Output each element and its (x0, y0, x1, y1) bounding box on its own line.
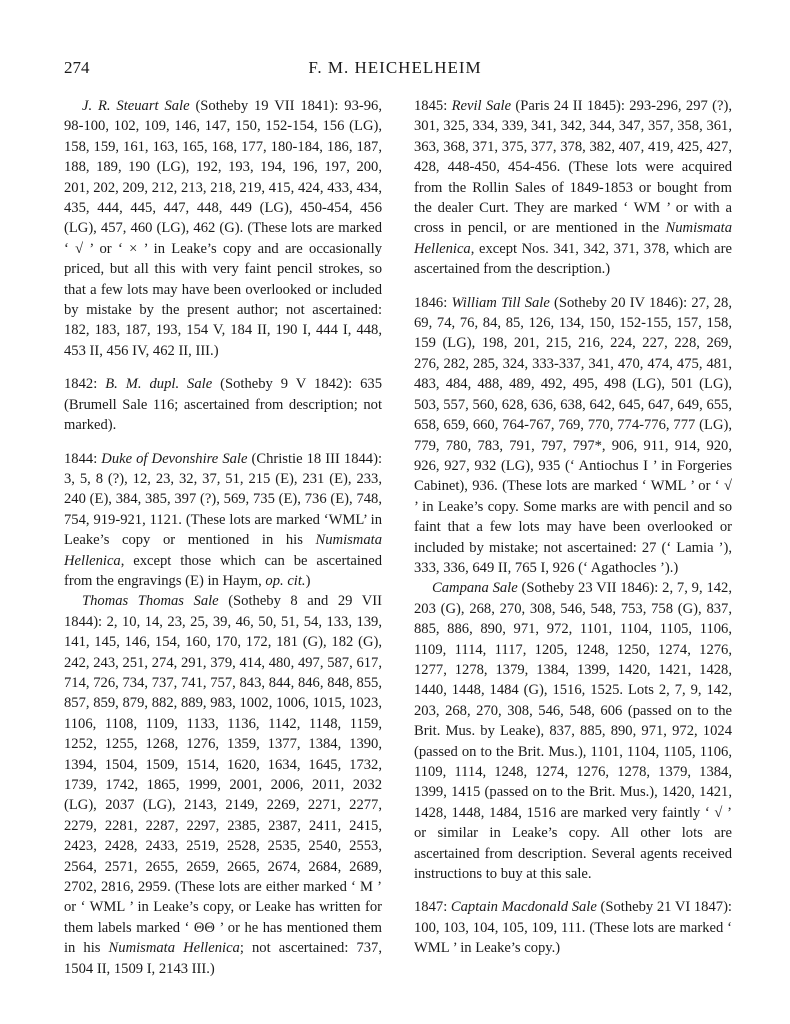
entry-note: (These lots are marked ‘ √ ’ or ‘ × ’ in Leake’s copy and are occasionally priced, but all this with very faint pencil strokes, so that a few lots may have been overlooked or included by mistake by the present author; not ascertained: 182, 183, 187, 193, 154 V, 184 II, 190 I, 444 I, 448, 453 II, 456 IV, 462 II, III.) (64, 220, 382, 359)
entry-note: (These lots are marked ‘WML’ in Leake’s copy or mentioned in his (64, 511, 382, 549)
entry-note: (These lots are marked ‘ WML ’ or ‘ √ ’ in Leake’s copy. Some marks are with pencil and so faint that a few lots may have been overlooked or included by mistake; not ascertained: 27 (‘ Lamia ’), 333, 336, 649 II, 765 I, 926 (‘ Agathocles ’).) (414, 478, 732, 576)
entry-details: (Sotheby 23 VII 1846): 2, 7, 9, 142, 203 (G), 268, 270, 308, 546, 548, 753, 758 (G), 837, 885, 886, 890, 971, 972, 1101, 1104, 1105, 1106, 1109, 1114, 1117, 1205, 1248, 1250, 1274, 1276, 1277, 1278, 1379, 1384, 1399, 1420, 1421, 1428, 1440, 1448, 1484 (G), 1516, 1525. (414, 580, 732, 699)
entry-note: (These lots are marked ‘ WML ’ in Leake’s copy.) (414, 919, 732, 957)
entry-revil-sale (414, 96, 732, 280)
entry-details: (Sotheby 19 VII 1841): 93-96, 98-100, 102, 109, 146, 147, 150, 152-154, 156 (LG), 158, 159, 161, 163, 165, 168, 177, 180-184, 186, 187, 188, 189, 190 (LG), 192, 193, 194, 196, 197, 200, 201, 202, 209, 212, 213, 218, 219, 415, 424, 433, 434, 435, 444, 445, 447, 448, 449 (LG), 450-454, 456 (LG), 457, 460 (LG), 462 (G). (64, 98, 382, 237)
entry-details: (Sotheby 20 IV 1846): 27, 28, 69, 74, 76, 84, 85, 126, 134, 150, 152-155, 157, 158, 159 (LG), 198, 201, 215, 216, 224, 227, 228, 269, 276, 282, 285, 324, 333-337, 341, 470, 474, 475, 481, 483, 484, 488, 489, 492, 495, 498 (LG), 501 (LG), 503, 557, 560, 628, 636, 638, 642, 645, 647, 649, 655, 658, 659, 660, 764-767, 769, 770, 774-776, 777 (LG), 779, 780, 783, 791, 797, 797*, 906, 911, 914, 920, 926, 927, 932 (LG), 935 (‘ Antiochus I ’ in Forgeries Cabinet), 936. (414, 294, 732, 495)
entry-thomas-sale (64, 591, 382, 979)
entry-campana-sale (414, 578, 732, 884)
entry-year: 1844: (64, 450, 102, 467)
entry-steuart-sale (64, 96, 382, 361)
right-column (414, 96, 732, 972)
entry-devonshire-sale (64, 449, 382, 592)
entry-year: 1845: (414, 98, 452, 114)
entry-sale-name: Revil Sale (451, 98, 512, 114)
entry-details: (Christie 18 III 1844): 3, 5, 8 (?), 12, 23, 32, 37, 51, 215 (E), 231 (E), 233, 240 (E), 384, 385, 397 (?), 569, 735 (E), 736 (E), 748, 754, 919-921, 1121. (64, 450, 382, 528)
entry-sale-name: Captain Macdonald Sale (450, 899, 597, 916)
entry-details: (Paris 24 II 1845): 293-296, 297 (?), 301, 325, 334, 339, 341, 342, 344, 347, 357, 358, 361, 363, 368, 371, 375, 377, 378, 382, 407, 419, 425, 427, 428, 448-450, 454-456. (414, 98, 732, 176)
entry-macdonald-sale (414, 897, 732, 958)
entry-note-italic: Numismata Hellenica (108, 940, 240, 957)
entry-sale-name: Duke of Devonshire Sale (101, 450, 248, 467)
entry-note-italic: op. cit. (265, 572, 306, 589)
entry-sale-name: Thomas Thomas Sale (82, 593, 219, 610)
page-header (0, 58, 790, 88)
entry-note: ) (305, 572, 311, 589)
entry-till-sale (414, 293, 732, 579)
entry-year: 1846: (414, 294, 452, 311)
page-number: 274 (64, 58, 90, 77)
entry-details: (Sotheby 9 V 1842): 635 (Brumell Sale 116; ascertained from description; not marked). (64, 376, 382, 434)
running-title: F. M. HEICHELHEIM (308, 58, 482, 77)
entry-sale-name: B. M. dupl. Sale (105, 376, 213, 393)
entry-year: 1847: (414, 899, 451, 916)
entry-details: (Sotheby 21 VI 1847): 100, 103, 104, 105, 109, 111. (414, 899, 732, 936)
entry-note: ; not ascertained: 737, 1504 II, 1509 I, 2143 III.) (64, 940, 382, 977)
entry-note-italic: Numismata Hellenica (414, 220, 732, 257)
entry-note: (These lots were acquired from the Rollin Sales of 1849-1853 or bought from the dealer Curt. They are marked ‘ WM ’ or with a cross in pencil, or are mentioned in the (414, 159, 732, 237)
entry-bm-dupl-sale (64, 374, 382, 435)
entry-year: 1842: (64, 376, 106, 393)
entry-sale-name: William Till Sale (451, 294, 550, 311)
entry-note-italic: Numismata Hellenica (64, 532, 382, 569)
entry-note: Lots 2, 7, 9, 142, 203, 268, 270, 308, 546, 548, 606 (passed on to the Brit. Mus. by Leake), 837, 885, 890, 971, 972, 1024 (passed on to the Brit. Mus.), 1101, 1104, 1105, 1106, 1109, 1114, 1248, 1274, 1276, 1278, 1379, 1384, 1399, 1415 (passed on to the Brit. Mus.), 1420, 1421, 1428, 1448, 1484, 1516 are marked very faintly ‘ √ ’ or similar in Leake’s copy. All other lots are ascertained from description. Several agents received instructions to buy at this sale. (414, 682, 732, 883)
entry-note: , except those which can be ascertained from the engravings (E) in Haym, (64, 552, 382, 589)
left-column (64, 96, 382, 992)
entry-details: (Sotheby 8 and 29 VII 1844): 2, 10, 14, 23, 25, 39, 46, 50, 51, 54, 133, 139, 141, 145, 146, 154, 160, 170, 172, 181 (G), 182 (G), 242, 243, 251, 274, 291, 379, 414, 480, 497, 587, 617, 714, 726, 734, 737, 741, 757, 843, 844, 846, 848, 855, 857, 859, 879, 882, 889, 983, 1002, 1006, 1015, 1023, 1106, 1108, 1109, 1133, 1136, 1142, 1148, 1159, 1252, 1255, 1268, 1276, 1359, 1377, 1384, 1390, 1394, 1504, 1509, 1514, 1620, 1634, 1645, 1732, 1739, 1742, 1865, 1999, 2001, 2006, 2011, 2032 (LG), 2037 (LG), 2143, 2149, 2269, 2271, 2277, 2279, 2281, 2287, 2297, 2385, 2387, 2411, 2415, 2423, 2428, 2433, 2519, 2528, 2535, 2540, 2553, 2564, 2571, 2655, 2659, 2665, 2674, 2684, 2689, 2702, 2816, 2959. (64, 593, 382, 896)
entry-note: (These lots are either marked ‘ M ’ or ‘ WML ’ in Leake’s copy, or Leake has written for them labels marked ‘ ΘΘ ’ or he has mentioned them in his (64, 879, 382, 957)
entry-note: , except Nos. 341, 342, 371, 378, which are ascertained from the description.) (414, 240, 732, 278)
entry-sale-name: Campana Sale (432, 580, 518, 597)
entry-sale-name: J. R. Steuart Sale (82, 98, 190, 114)
